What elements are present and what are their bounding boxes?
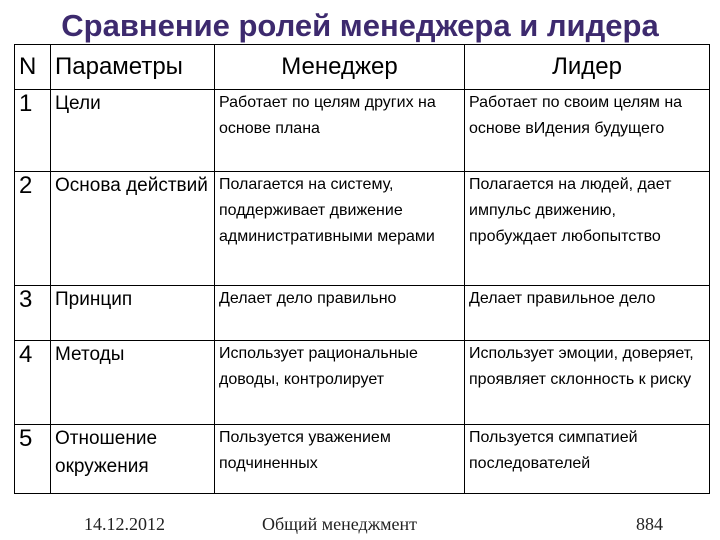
table-header-row bbox=[15, 45, 710, 90]
row-parameter: Отношение окружения bbox=[51, 425, 215, 494]
comparison-table bbox=[14, 44, 710, 494]
table-row bbox=[15, 172, 710, 286]
footer-date: 14.12.2012 bbox=[84, 514, 165, 534]
footer-page-number: 884 bbox=[636, 514, 663, 534]
row-number: 1 bbox=[15, 90, 51, 172]
row-manager-cell: Полагается на систему, поддерживает движение административными мерами bbox=[215, 172, 465, 286]
row-parameter: Методы bbox=[51, 341, 215, 425]
table-row bbox=[15, 341, 710, 425]
row-manager-cell: Пользуется уважением подчиненных bbox=[215, 425, 465, 494]
row-parameter: Основа действий bbox=[51, 172, 215, 286]
row-leader-cell: Делает правильное дело bbox=[465, 286, 710, 341]
header-number: N bbox=[15, 45, 51, 90]
row-leader-cell: Использует эмоции, доверяет, проявляет склонность к риску bbox=[465, 341, 710, 425]
table-row bbox=[15, 425, 710, 494]
table-row bbox=[15, 286, 710, 341]
row-parameter: Принцип bbox=[51, 286, 215, 341]
slide-title: Сравнение ролей менеджера и лидера bbox=[61, 8, 659, 43]
row-number: 4 bbox=[15, 341, 51, 425]
footer-course-name: Общий менеджмент bbox=[262, 514, 418, 534]
header-leader: Лидер bbox=[465, 45, 710, 90]
row-parameter: Цели bbox=[51, 90, 215, 172]
row-manager-cell: Работает по целям других на основе плана bbox=[215, 90, 465, 172]
header-parameters: Параметры bbox=[51, 45, 215, 90]
header-manager: Менеджер bbox=[215, 45, 465, 90]
row-number: 2 bbox=[15, 172, 51, 286]
row-number: 3 bbox=[15, 286, 51, 341]
row-manager-cell: Делает дело правильно bbox=[215, 286, 465, 341]
row-leader-cell: Работает по своим целям на основе вИдения будущего bbox=[465, 90, 710, 172]
row-number: 5 bbox=[15, 425, 51, 494]
row-leader-cell: Пользуется симпатией последователей bbox=[465, 425, 710, 494]
row-leader-cell: Полагается на людей, дает импульс движению, пробуждает любопытство bbox=[465, 172, 710, 286]
table-row bbox=[15, 90, 710, 172]
row-manager-cell: Использует рациональные доводы, контролирует bbox=[215, 341, 465, 425]
